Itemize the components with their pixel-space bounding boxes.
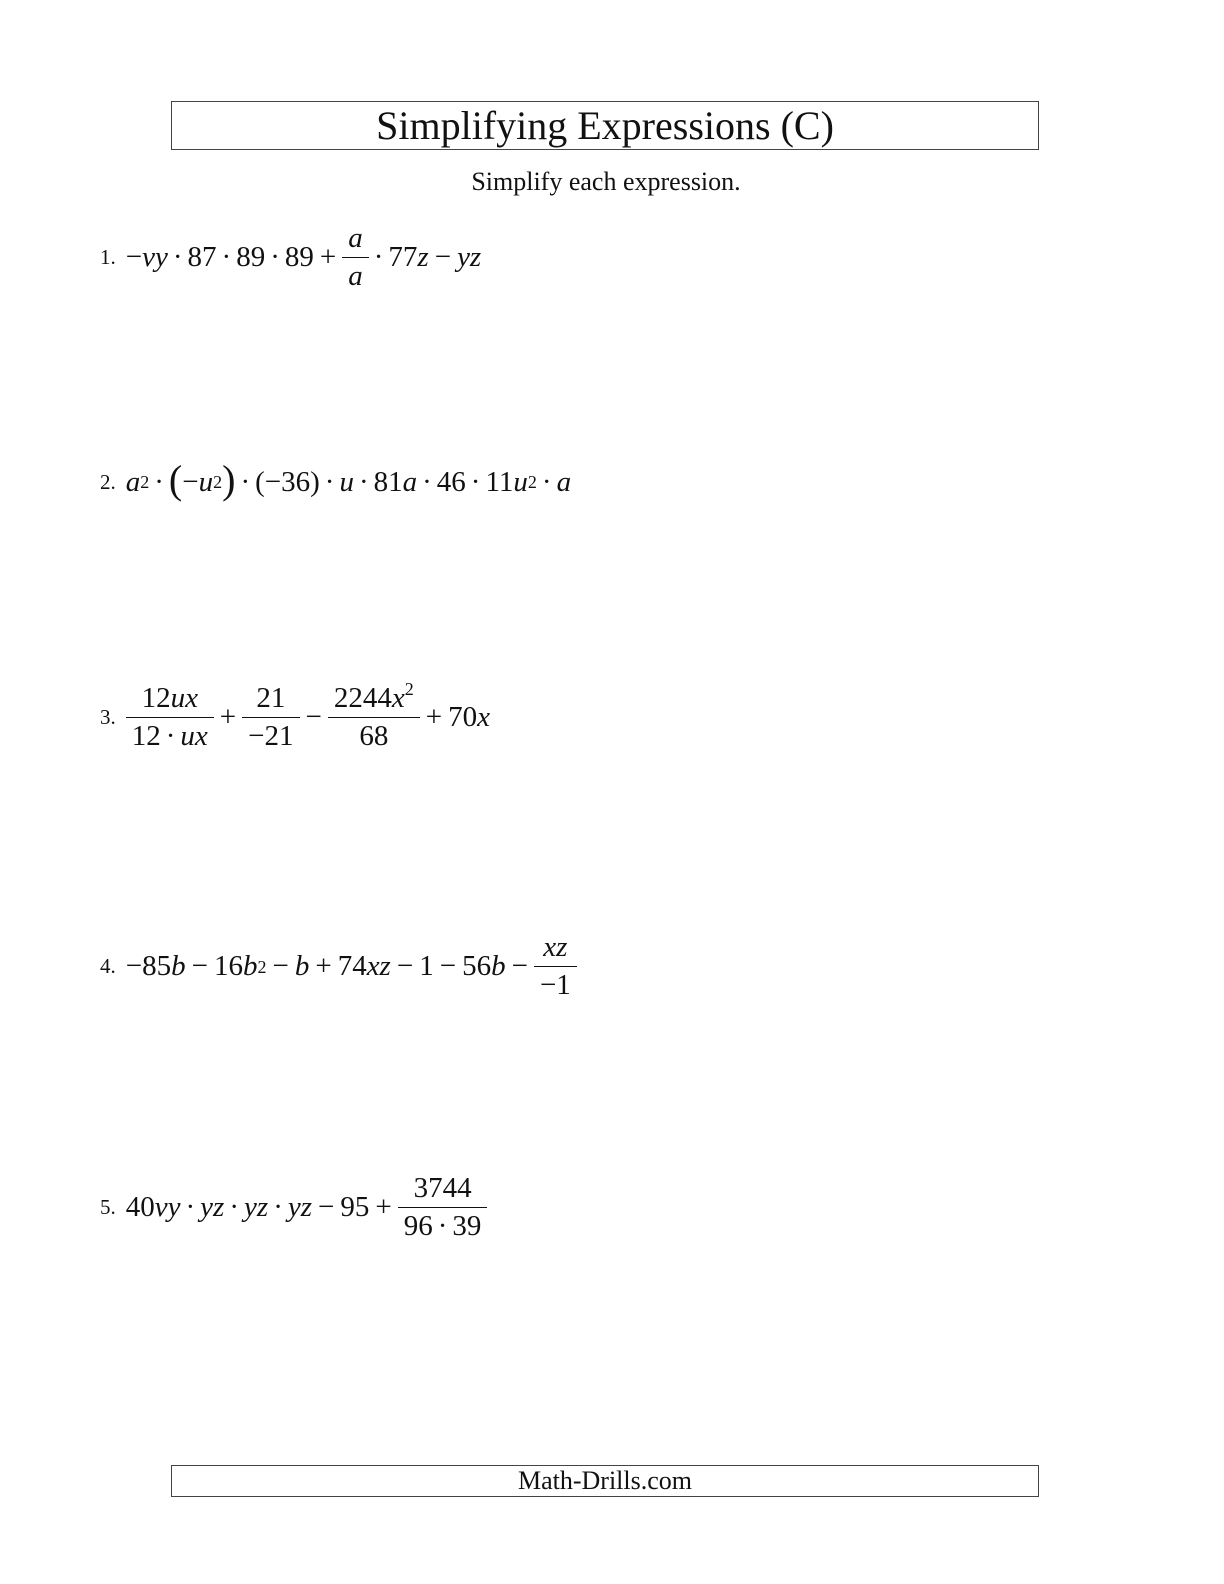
expression — [126, 679, 490, 754]
term: 89 — [284, 241, 314, 274]
term: 11 — [485, 465, 514, 498]
term: + — [425, 701, 443, 734]
worksheet-title: Simplifying Expressions (C) — [171, 101, 1039, 150]
term: 89 — [236, 241, 266, 274]
term: · — [273, 1191, 283, 1224]
term: · — [324, 465, 335, 498]
term: ( — [168, 457, 183, 502]
term: ux — [170, 682, 198, 714]
term: − — [318, 1191, 335, 1224]
problem-3 — [100, 679, 490, 754]
term: yz — [287, 1191, 313, 1224]
term: a — [556, 465, 572, 498]
problem-number: 5. — [100, 1195, 116, 1220]
term: + — [219, 701, 237, 734]
term: 12 — [131, 720, 161, 753]
term: ) — [222, 457, 236, 502]
term: + — [375, 1191, 392, 1224]
expression — [126, 222, 481, 294]
footer-source: Math-Drills.com — [171, 1465, 1039, 1497]
term: · — [422, 465, 432, 498]
fraction — [345, 222, 366, 294]
term: 74 — [337, 950, 367, 983]
term: − — [439, 950, 457, 983]
term: yz — [457, 241, 482, 274]
expression — [126, 1172, 488, 1244]
term: 56 — [462, 950, 492, 983]
expression: a 2 · ( − u 2 ) · (−36) · u · 81 a · 46 · 11 u 2 · a — [125, 457, 572, 502]
term: − — [125, 241, 143, 274]
term: z — [417, 241, 429, 274]
term: a — [125, 465, 141, 498]
term: −85 — [125, 950, 172, 983]
term: + — [319, 241, 337, 274]
term: 77 — [388, 241, 418, 274]
problem-number: 2. — [100, 469, 116, 494]
term: yz — [244, 1191, 269, 1224]
term: · — [165, 720, 176, 753]
term: · — [221, 241, 232, 274]
term: ux — [180, 720, 208, 753]
problem-number: 1. — [100, 245, 116, 270]
term: 16 — [213, 950, 243, 983]
term: · — [373, 241, 384, 274]
term: 87 — [187, 241, 217, 274]
term: − — [182, 465, 199, 498]
problem-number: 4. — [100, 954, 116, 979]
denominator — [398, 1207, 488, 1243]
fraction — [537, 931, 574, 1003]
problem-1 — [100, 222, 481, 294]
numerator: 21 — [256, 682, 286, 714]
numerator: 3744 — [413, 1172, 472, 1204]
numerator: a — [348, 222, 363, 254]
exponent: 2 — [404, 679, 414, 699]
problem-2 — [100, 457, 572, 502]
term: − — [191, 950, 208, 983]
problem-5 — [100, 1172, 487, 1244]
term: − — [434, 241, 452, 274]
term: − — [272, 950, 289, 983]
instructions: Simplify each expression. — [471, 167, 741, 196]
term: · — [185, 1191, 196, 1224]
term: (−36) — [255, 465, 320, 498]
fraction — [245, 682, 296, 754]
numerator: xz — [543, 931, 568, 963]
term: 1 — [419, 950, 434, 983]
term: b — [294, 950, 310, 983]
fraction — [401, 1172, 485, 1244]
term: u — [198, 465, 214, 498]
term: − — [511, 950, 528, 983]
term: yz — [200, 1191, 225, 1224]
term: xz — [366, 950, 391, 983]
term: · — [358, 465, 369, 498]
term: a — [402, 465, 418, 498]
term: x — [391, 682, 405, 714]
problem-4 — [100, 931, 577, 1003]
denominator: 68 — [328, 717, 420, 753]
term: 39 — [452, 1210, 482, 1243]
term: vy — [142, 241, 168, 274]
denominator: a — [342, 257, 369, 293]
term: − — [396, 950, 414, 983]
term: · — [229, 1191, 240, 1224]
numerator — [331, 679, 417, 717]
term: b — [171, 950, 186, 983]
term: u — [339, 465, 354, 498]
term: 2244 — [333, 682, 392, 714]
problem-number: 3. — [100, 705, 116, 730]
term: · — [541, 465, 552, 498]
term: b — [242, 950, 258, 983]
denominator: −21 — [242, 717, 299, 753]
term: 12 — [141, 682, 171, 714]
term: + — [315, 950, 332, 983]
term: 81 — [373, 465, 403, 498]
term: − — [305, 701, 322, 734]
term: · — [240, 465, 251, 498]
term: 40 — [125, 1191, 155, 1224]
term: 70 — [448, 701, 478, 734]
term: 96 — [403, 1210, 433, 1243]
term: u — [513, 465, 528, 498]
term: vy — [154, 1191, 181, 1224]
denominator — [126, 717, 214, 753]
term: · — [154, 465, 164, 498]
term: b — [491, 950, 506, 983]
fraction — [331, 679, 417, 754]
term: · — [470, 465, 481, 498]
expression: −85 b − 16 b 2 − b + 74 xz − 1 − 56 b − $\frac{xz}{-1}$ — [126, 931, 577, 1003]
term: · — [172, 241, 183, 274]
term: 46 — [436, 465, 466, 498]
term: · — [437, 1210, 448, 1243]
fraction — [129, 682, 211, 754]
term: 95 — [340, 1191, 370, 1224]
denominator: −1 — [534, 966, 577, 1002]
term: · — [270, 241, 280, 274]
term: x — [477, 701, 490, 734]
numerator — [139, 682, 201, 717]
